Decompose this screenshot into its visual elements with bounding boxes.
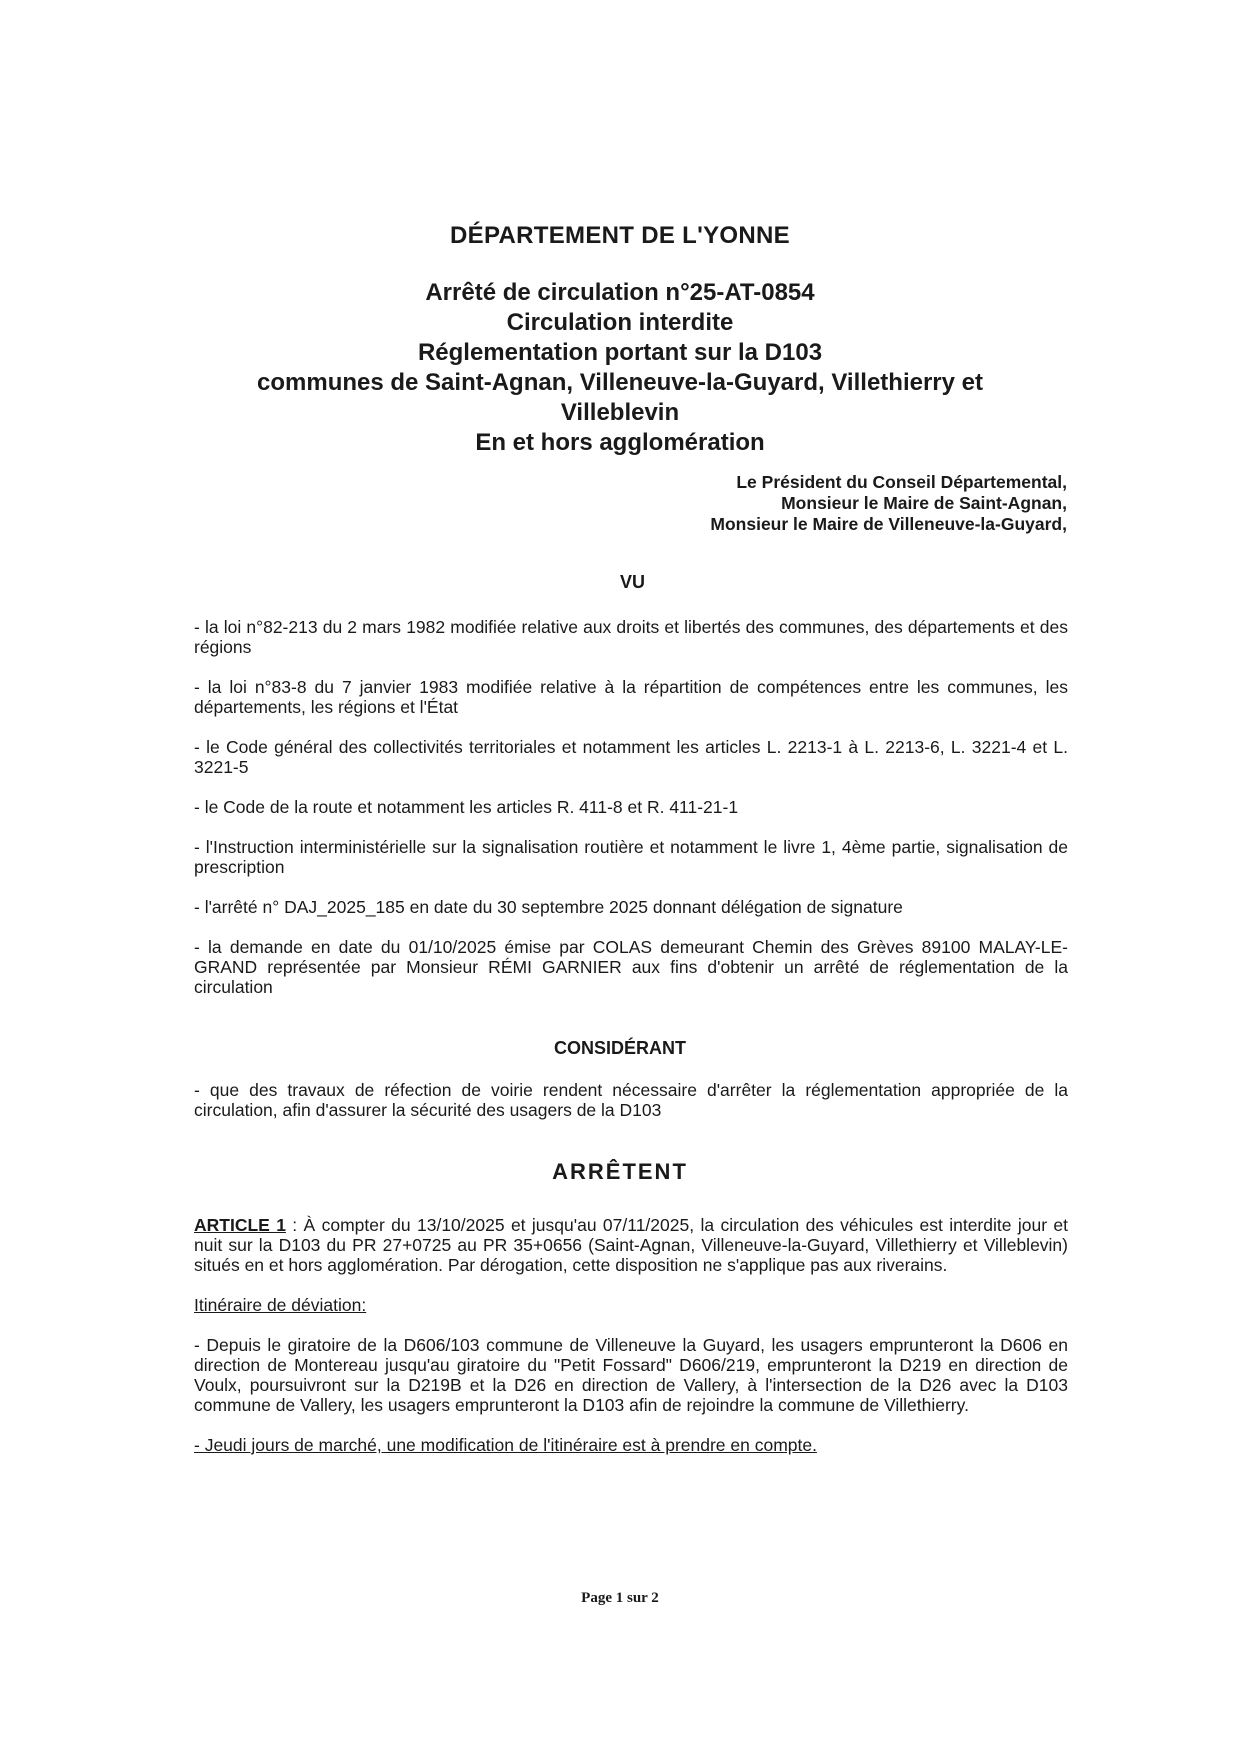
decree-title-line: communes de Saint-Agnan, Villeneuve-la-Guyard, Villethierry et <box>257 369 983 396</box>
considerant-text <box>194 1080 1068 1140</box>
articles-section <box>194 1215 1068 1475</box>
vu-heading: VU <box>620 572 646 592</box>
considerant-heading: CONSIDÉRANT <box>553 1038 686 1058</box>
authority-line: Monsieur le Maire de Villeneuve-la-Guyard, <box>710 514 1067 534</box>
article-1-text: : À compter du 13/10/2025 et jusqu'au 07/11/2025, la circulation des véhicules est interdite jour et nuit sur la D103 du PR 27+0725 au PR 35+0656 (Saint-Agnan, Villeneuve-la-Guyard, Villethierry et Villeblevin) situés en et hors agglomération. Par dérogation, cette disposition ne s'applique pas aux riverains. <box>194 1215 1068 1275</box>
considerant-item: - que des travaux de réfection de voirie rendent nécessaire d'arrêter la réglementation appropriée de la circulation, afin d'assurer la sécurité des usagers de la D103 <box>194 1080 1068 1120</box>
deviation-text: - Depuis le giratoire de la D606/103 commune de Villeneuve la Guyard, les usagers emprunteront la D606 en direction de Montereau jusqu'au giratoire du "Petit Fossard" D606/219, emprunteront la D219 en direction de Voulx, poursuivront sur la D219B et la D26 en direction de Vallery, à l'intersection de la D26 avec la D103 commune de Vallery, les usagers emprunteront la D103 afin de rejoindre la commune de Villethierry. <box>194 1335 1068 1415</box>
department-heading: DÉPARTEMENT DE L'YONNE <box>450 222 790 249</box>
decree-title <box>0 278 1240 458</box>
deviation-heading: Itinéraire de déviation: <box>194 1295 367 1315</box>
authorities-block <box>710 472 1067 535</box>
vu-item: - la loi n°82-213 du 2 mars 1982 modifiée relative aux droits et libertés des communes, des départements et des régions <box>194 617 1068 657</box>
article-1-label: ARTICLE 1 <box>194 1215 286 1235</box>
decree-title-line: Arrêté de circulation n°25-AT-0854 <box>425 279 815 306</box>
decree-title-line: Circulation interdite <box>506 309 734 336</box>
vu-item: - le Code de la route et notamment les articles R. 411-8 et R. 411-21-1 <box>194 797 739 817</box>
authority-line: Monsieur le Maire de Saint-Agnan, <box>781 493 1067 513</box>
vu-item: - l'arrêté n° DAJ_2025_185 en date du 30 septembre 2025 donnant délégation de signature <box>194 897 903 917</box>
market-day-note: - Jeudi jours de marché, une modification de l'itinéraire est à prendre en compte. <box>194 1435 817 1455</box>
page-number: Page 1 sur 2 <box>581 1590 659 1606</box>
decree-title-line: Réglementation portant sur la D103 <box>417 339 823 366</box>
decree-title-line: En et hors agglomération <box>475 429 765 456</box>
vu-item: - l'Instruction interministérielle sur la signalisation routière et notamment le livre 1, 4ème partie, signalisation de prescription <box>194 837 1068 877</box>
decree-title-line: Villeblevin <box>560 399 680 426</box>
article-1 <box>194 1215 1068 1275</box>
vu-list <box>194 617 1068 1017</box>
arretent-heading: ARRÊTENT <box>552 1159 688 1184</box>
vu-item: - la demande en date du 01/10/2025 émise par COLAS demeurant Chemin des Grèves 89100 MALAY-LE-GRAND représentée par Monsieur RÉMI GARNIER aux fins d'obtenir un arrêté de réglementation de la circulation <box>194 937 1068 997</box>
vu-item: - la loi n°83-8 du 7 janvier 1983 modifiée relative à la répartition de compétences entre les communes, les départements, les régions et l'État <box>194 677 1068 717</box>
vu-item: - le Code général des collectivités territoriales et notamment les articles L. 2213-1 à L. 2213-6, L. 3221-4 et L. 3221-5 <box>194 737 1068 777</box>
authority-line: Le Président du Conseil Départemental, <box>736 472 1067 492</box>
